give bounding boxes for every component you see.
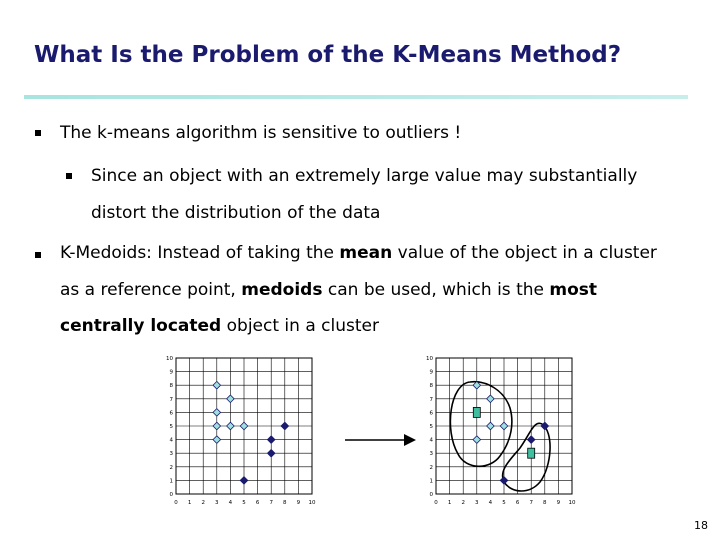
x-tick-label: 7: [529, 500, 533, 506]
x-tick-label: 9: [556, 500, 561, 506]
b2-l3-bold-centrally: centrally located: [60, 316, 222, 336]
bullet-marker-1: [35, 130, 41, 136]
bullet-text-2-line2: [60, 280, 597, 300]
medoid-point: [473, 407, 480, 417]
arrow-head-icon: [404, 434, 416, 446]
x-tick-label: 1: [447, 500, 452, 506]
y-tick-label: 4: [429, 437, 433, 444]
sub-bullet-text-1-line1: Since an object with an extremely large value may substantially: [91, 166, 638, 186]
y-tick-label: 3: [169, 451, 173, 458]
y-tick-label: 6: [169, 410, 173, 417]
x-tick-label: 4: [228, 500, 233, 506]
y-tick-label: 1: [429, 478, 433, 485]
b2-l1-part-a: K-Medoids: Instead of taking the: [60, 243, 340, 263]
medoid-point: [528, 448, 535, 458]
x-tick-label: 1: [187, 500, 192, 506]
bullet-text-2-line3: [60, 316, 379, 336]
y-tick-label: 4: [169, 437, 173, 444]
x-tick-label: 7: [269, 500, 273, 506]
y-tick-label: 10: [426, 356, 433, 362]
sub-bullet-text-1-line2: distort the distribution of the data: [91, 203, 381, 223]
sub-bullet-marker-1: [66, 173, 72, 179]
y-tick-label: 9: [429, 369, 433, 376]
b2-l3-part-b: object in a cluster: [221, 316, 379, 336]
x-tick-label: 0: [434, 500, 438, 506]
y-tick-label: 2: [169, 464, 173, 471]
b2-l1-bold-mean: mean: [339, 243, 393, 263]
b2-l1-part-b: value of the object in a cluster: [392, 243, 657, 263]
x-tick-label: 6: [255, 500, 260, 506]
y-tick-label: 7: [429, 396, 433, 403]
slide-title: What Is the Problem of the K-Means Method?: [34, 42, 622, 68]
bullet-text-2-line1: [60, 243, 657, 263]
y-tick-label: 8: [429, 383, 433, 390]
transform-arrow: [340, 425, 420, 455]
bullet-text-1: The k-means algorithm is sensitive to outliers !: [60, 123, 462, 143]
x-tick-label: 3: [475, 500, 479, 506]
x-tick-label: 6: [515, 500, 520, 506]
x-tick-label: 9: [296, 500, 301, 506]
y-tick-label: 1: [169, 478, 173, 485]
x-tick-label: 10: [308, 500, 316, 506]
y-tick-label: 9: [169, 369, 173, 376]
y-tick-label: 5: [429, 424, 433, 430]
kmedoids-scatter-plot: [420, 356, 590, 515]
y-tick-label: 0: [169, 492, 173, 498]
b2-l2-part-b: can be used, which is the: [322, 280, 550, 300]
y-tick-label: 6: [429, 410, 433, 417]
x-tick-label: 5: [242, 500, 246, 506]
page-number: 18: [694, 519, 708, 532]
y-tick-label: 3: [429, 451, 433, 458]
b2-l2-bold-medoids: medoids: [241, 280, 323, 300]
x-tick-label: 4: [488, 500, 493, 506]
y-tick-label: 7: [169, 396, 173, 403]
x-tick-label: 0: [174, 500, 178, 506]
kmeans-scatter-plot: [160, 356, 330, 515]
x-tick-label: 2: [461, 500, 465, 506]
b2-l2-bold-most: most: [549, 280, 598, 300]
y-tick-label: 0: [429, 492, 433, 498]
x-tick-label: 8: [543, 500, 547, 506]
bullet-marker-2: [35, 252, 41, 258]
title-underline: [24, 95, 688, 99]
x-tick-label: 3: [215, 500, 219, 506]
x-tick-label: 8: [283, 500, 287, 506]
x-tick-label: 2: [201, 500, 205, 506]
b2-l2-part-a: as a reference point,: [60, 280, 242, 300]
x-tick-label: 10: [568, 500, 576, 506]
y-tick-label: 8: [169, 383, 173, 390]
x-tick-label: 5: [502, 500, 506, 506]
y-tick-label: 10: [166, 356, 173, 362]
y-tick-label: 5: [169, 424, 173, 430]
y-tick-label: 2: [429, 464, 433, 471]
